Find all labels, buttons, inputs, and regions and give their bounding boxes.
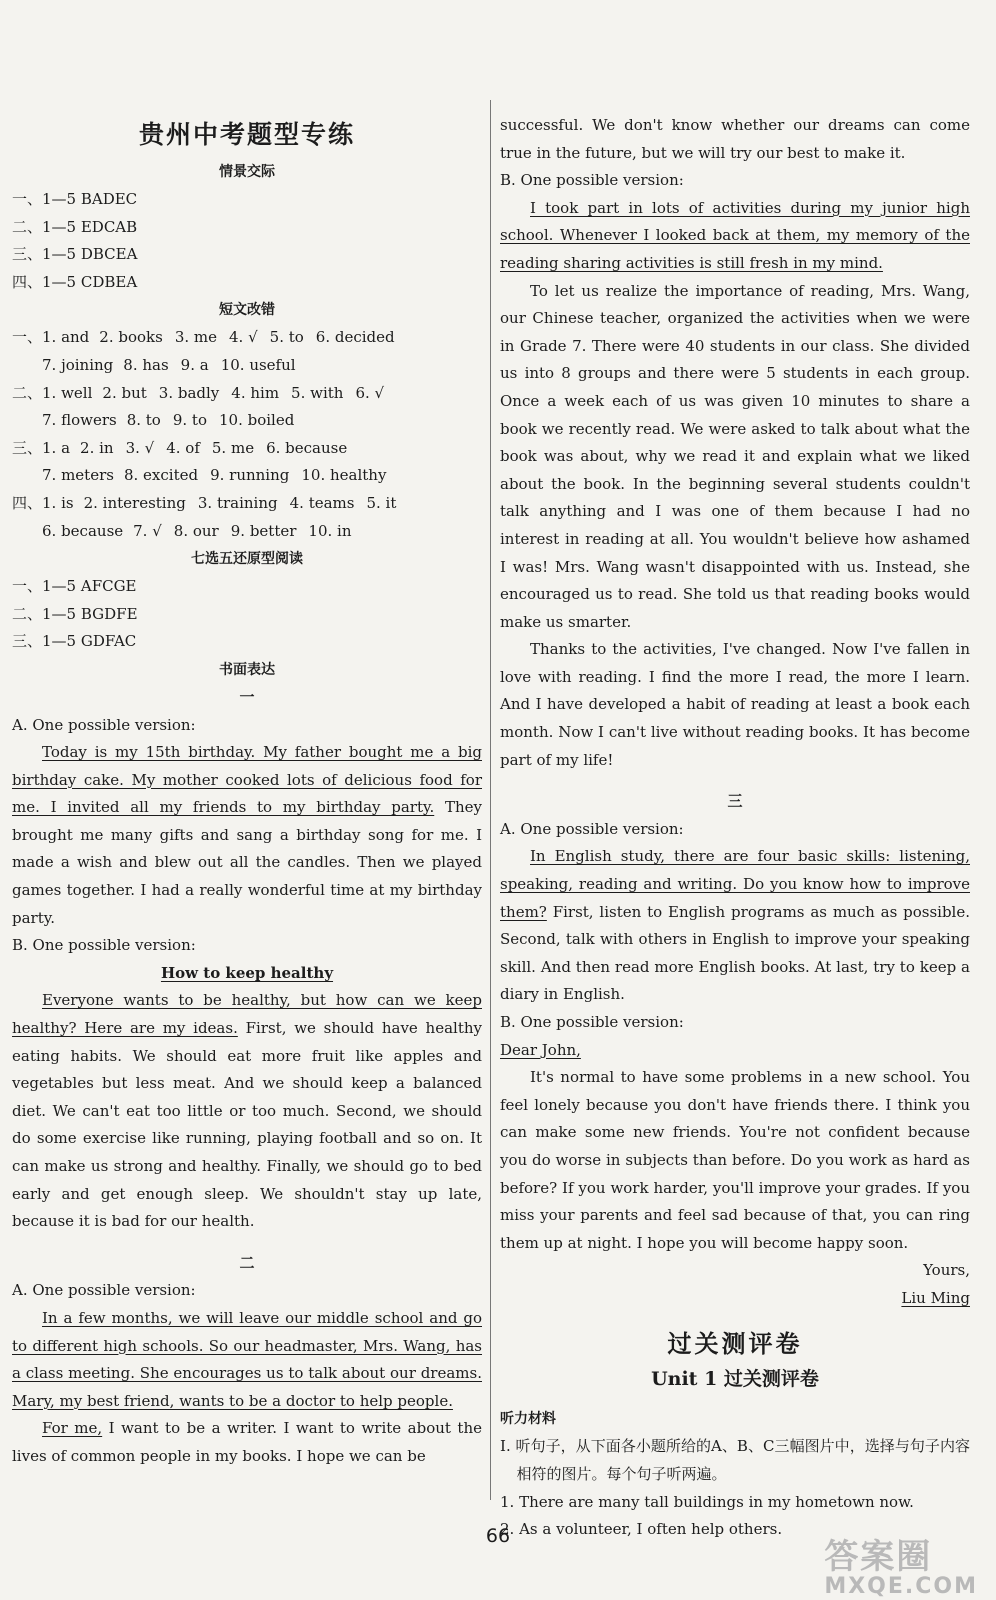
answer-line: 一、1—5 AFCGE <box>12 577 137 596</box>
right-column <box>500 112 970 1544</box>
version-label: B. One possible version: <box>500 171 684 190</box>
listening-instruction: Ⅰ. 听句子，从下面各小题所给的A、B、C三幅图片中，选择与句子内容相符的图片。每个句子听两遍。 <box>500 1437 970 1483</box>
essay-paragraph <box>12 1305 482 1415</box>
subsection-title-error-correction: 短文改错 <box>219 302 275 319</box>
section-title-guizhou: 贵州中考题型专练 <box>138 120 355 149</box>
essay-paragraph <box>500 843 970 1009</box>
error-item: 5. with <box>291 383 344 402</box>
error-answer-row <box>12 518 482 546</box>
essay-paragraph: To let us realize the importance of reading, Mrs. Wang, our Chinese teacher, organized the activities when we were in Grade 7. There were 40 students in our class. She divided us into 8 groups and there were 5 students in each group. Once a week each of us was given 10 minutes to share a book we recently read. We were asked to talk about what the book was about, why we read it and explain what we liked about the book. In the beginning several students couldn't talk anything and I was one of them because I had no interest in reading at all. You wouldn't believe how ashamed I was! Mrs. Wang wasn't disappointed with us. Instead, she encouraged us to read. She told us that reading books would make us smarter. <box>500 281 970 631</box>
error-item: 6. because <box>266 438 348 457</box>
essay-title: How to keep healthy <box>160 963 334 982</box>
error-item: 一、1. and <box>12 328 90 347</box>
version-label: A. One possible version: <box>12 715 196 734</box>
underlined-text: In a few months, we will leave our middle school and go to different high schools. So our headmaster, Mrs. Wang, has a class meeting. She encourages us to talk about our dreams. Mary, my best friend, wants to be a doctor to help people. <box>12 1308 482 1410</box>
error-item: 10. useful <box>220 355 296 374</box>
error-item: 10. boiled <box>218 411 295 430</box>
error-item: 3. √ <box>125 438 155 457</box>
essay-paragraph <box>500 195 970 278</box>
error-item: 7. joining <box>42 355 114 374</box>
subsection-title-reading: 七选五还原型阅读 <box>191 551 303 568</box>
error-answer-row <box>12 324 482 352</box>
essay-paragraph <box>12 987 482 1235</box>
answer-line: 三、1—5 GDFAC <box>12 632 137 651</box>
error-answer-row <box>12 380 482 408</box>
error-answer-row <box>12 435 482 463</box>
error-item: 7. √ <box>133 521 162 540</box>
letter-closing: Yours, <box>923 1261 970 1280</box>
error-item: 2. interesting <box>83 493 186 512</box>
letter-body: It's normal to have some problems in a new school. You feel lonely because you don't have friends there. I think you can make some new friends. You're not confident because you do worse in subjects than before. Do you work as hard as before? If you work harder, you'll improve your grades. If you miss your parents and feel sad because of that, you can ring them up at night. I hope you will become happy soon. <box>500 1068 970 1252</box>
error-item: 9. to <box>172 411 207 430</box>
error-item: 4. teams <box>289 493 355 512</box>
letter-greeting: Dear John, <box>500 1040 581 1059</box>
error-item: 4. him <box>231 383 280 402</box>
part-title-1: 一 <box>239 687 255 706</box>
underlined-text: I took part in lots of activities during my junior high school. Whenever I looked back at them, my memory of the reading sharing activities is still fresh in my mind. <box>500 198 970 272</box>
answer-line: 四、1—5 CDBEA <box>12 272 138 291</box>
part-title-2: 二 <box>239 1253 255 1272</box>
error-item: 8. to <box>126 411 161 430</box>
error-item: 2. in <box>80 438 114 457</box>
unit-title: Unit 1 过关测评卷 <box>651 1368 819 1391</box>
error-item: 3. me <box>174 328 218 347</box>
column-divider <box>490 100 491 1500</box>
left-column <box>12 112 482 1471</box>
version-label: A. One possible version: <box>500 819 684 838</box>
error-item: 8. our <box>173 521 219 540</box>
error-item: 2. but <box>102 383 147 402</box>
error-item: 7. flowers <box>42 411 117 430</box>
error-item: 3. badly <box>158 383 220 402</box>
underlined-text: Today is my 15th birthday. My father bought me a big birthday cake. My mother cooked lots of delicious food for me. I invited all my friends to my birthday party. <box>12 743 482 817</box>
answer-line: 二、1—5 BGDFE <box>12 604 138 623</box>
underlined-text: Everyone wants to be healthy, but how can we keep healthy? Here are my ideas. <box>12 991 482 1038</box>
subsection-title-writing: 书面表达 <box>219 661 275 678</box>
version-label: B. One possible version: <box>500 1013 684 1031</box>
error-item: 9. running <box>210 466 290 485</box>
essay-paragraph: Thanks to the activities, I've changed. Now I've fallen in love with reading. I find the more I read, the more I learn. And I have developed a habit of reading at least a book each month. Now I can't live without reading books. It has become part of my life! <box>500 640 970 769</box>
error-item: 6. decided <box>315 328 395 347</box>
essay-paragraph <box>12 1415 482 1470</box>
watermark-text: 答案圈 <box>824 1537 933 1577</box>
subsection-title-dialogue: 情景交际 <box>219 164 275 180</box>
error-item: 5. to <box>269 328 304 347</box>
error-item: 2. books <box>99 328 163 347</box>
error-item: 3. training <box>197 493 278 512</box>
error-item: 5. me <box>211 438 255 457</box>
listening-sentence: 1. There are many tall buildings in my hometown now. <box>500 1492 914 1511</box>
error-item: 三、1. a <box>12 438 71 457</box>
error-answer-row <box>12 352 482 380</box>
essay-text: First, listen to English programs as much as possible. Second, talk with others in English to improve your speaking skill. And then read more English books. At last, try to keep a diary in English. <box>500 902 970 1004</box>
watermark-logo <box>824 1537 978 1599</box>
error-item: 四、1. is <box>12 493 74 512</box>
error-item: 4. √ <box>229 328 258 347</box>
watermark-domain: MXQE.COM <box>824 1574 978 1599</box>
error-item: 二、1. well <box>12 383 93 402</box>
error-answer-row <box>12 462 482 490</box>
essay-text: I want to be a writer. I want to write about the lives of common people in my books. I hope we can be <box>12 1419 482 1465</box>
error-item: 6. because <box>42 521 124 540</box>
essay-text: They brought me many gifts and sang a birthday song for me. I made a wish and blew out all the candles. Then we played games together. I had a really wonderful time at my birthday party. <box>12 798 482 927</box>
essay-paragraph <box>12 739 482 932</box>
error-item: 8. excited <box>123 466 199 485</box>
error-answer-row <box>12 407 482 435</box>
error-item: 9. a <box>180 355 209 374</box>
version-label: A. One possible version: <box>12 1281 196 1300</box>
essay-text: First, we should have healthy eating habits. We should eat more fruit like apples and vegetables but less meat. And we should keep a balanced diet. We can't eat too little or too much. Second, we should do some exercise like running, playing football and so on. It can make us strong and healthy. Finally, we should go to bed early and get enough sleep. We shouldn't stay up late, because it is bad for our health. <box>12 1019 482 1231</box>
underlined-text: For me, <box>42 1419 103 1438</box>
underlined-text: In English study, there are four basic skills: listening, speaking, reading and writing. Do you know how to improve them? <box>500 847 970 921</box>
part-title-3: 三 <box>727 792 743 811</box>
error-item: 5. it <box>366 493 397 512</box>
answer-line: 二、1—5 EDCAB <box>12 217 138 236</box>
listening-sentence: 2. As a volunteer, I often help others. <box>500 1520 783 1539</box>
letter-signature: Liu Ming <box>901 1288 970 1307</box>
error-item: 10. healthy <box>301 466 387 485</box>
error-item: 6. √ <box>355 383 385 402</box>
version-label: B. One possible version: <box>12 936 196 955</box>
error-item: 9. better <box>230 521 297 540</box>
page-number: 66 <box>485 1525 511 1547</box>
error-item: 4. of <box>166 438 200 457</box>
error-item: 8. has <box>123 355 169 374</box>
error-item: 10. in <box>308 521 352 540</box>
test-section-title: 过关测评卷 <box>667 1329 803 1358</box>
answer-line: 三、1—5 DBCEA <box>12 245 138 264</box>
answer-line: 一、1—5 BADEC <box>12 190 138 208</box>
error-answer-row <box>12 490 482 518</box>
error-item: 7. meters <box>42 466 114 485</box>
essay-continuation: successful. We don't know whether our dreams can come true in the future, but we will try our best to make it. <box>500 116 970 162</box>
listening-heading: 听力材料 <box>500 1410 556 1427</box>
